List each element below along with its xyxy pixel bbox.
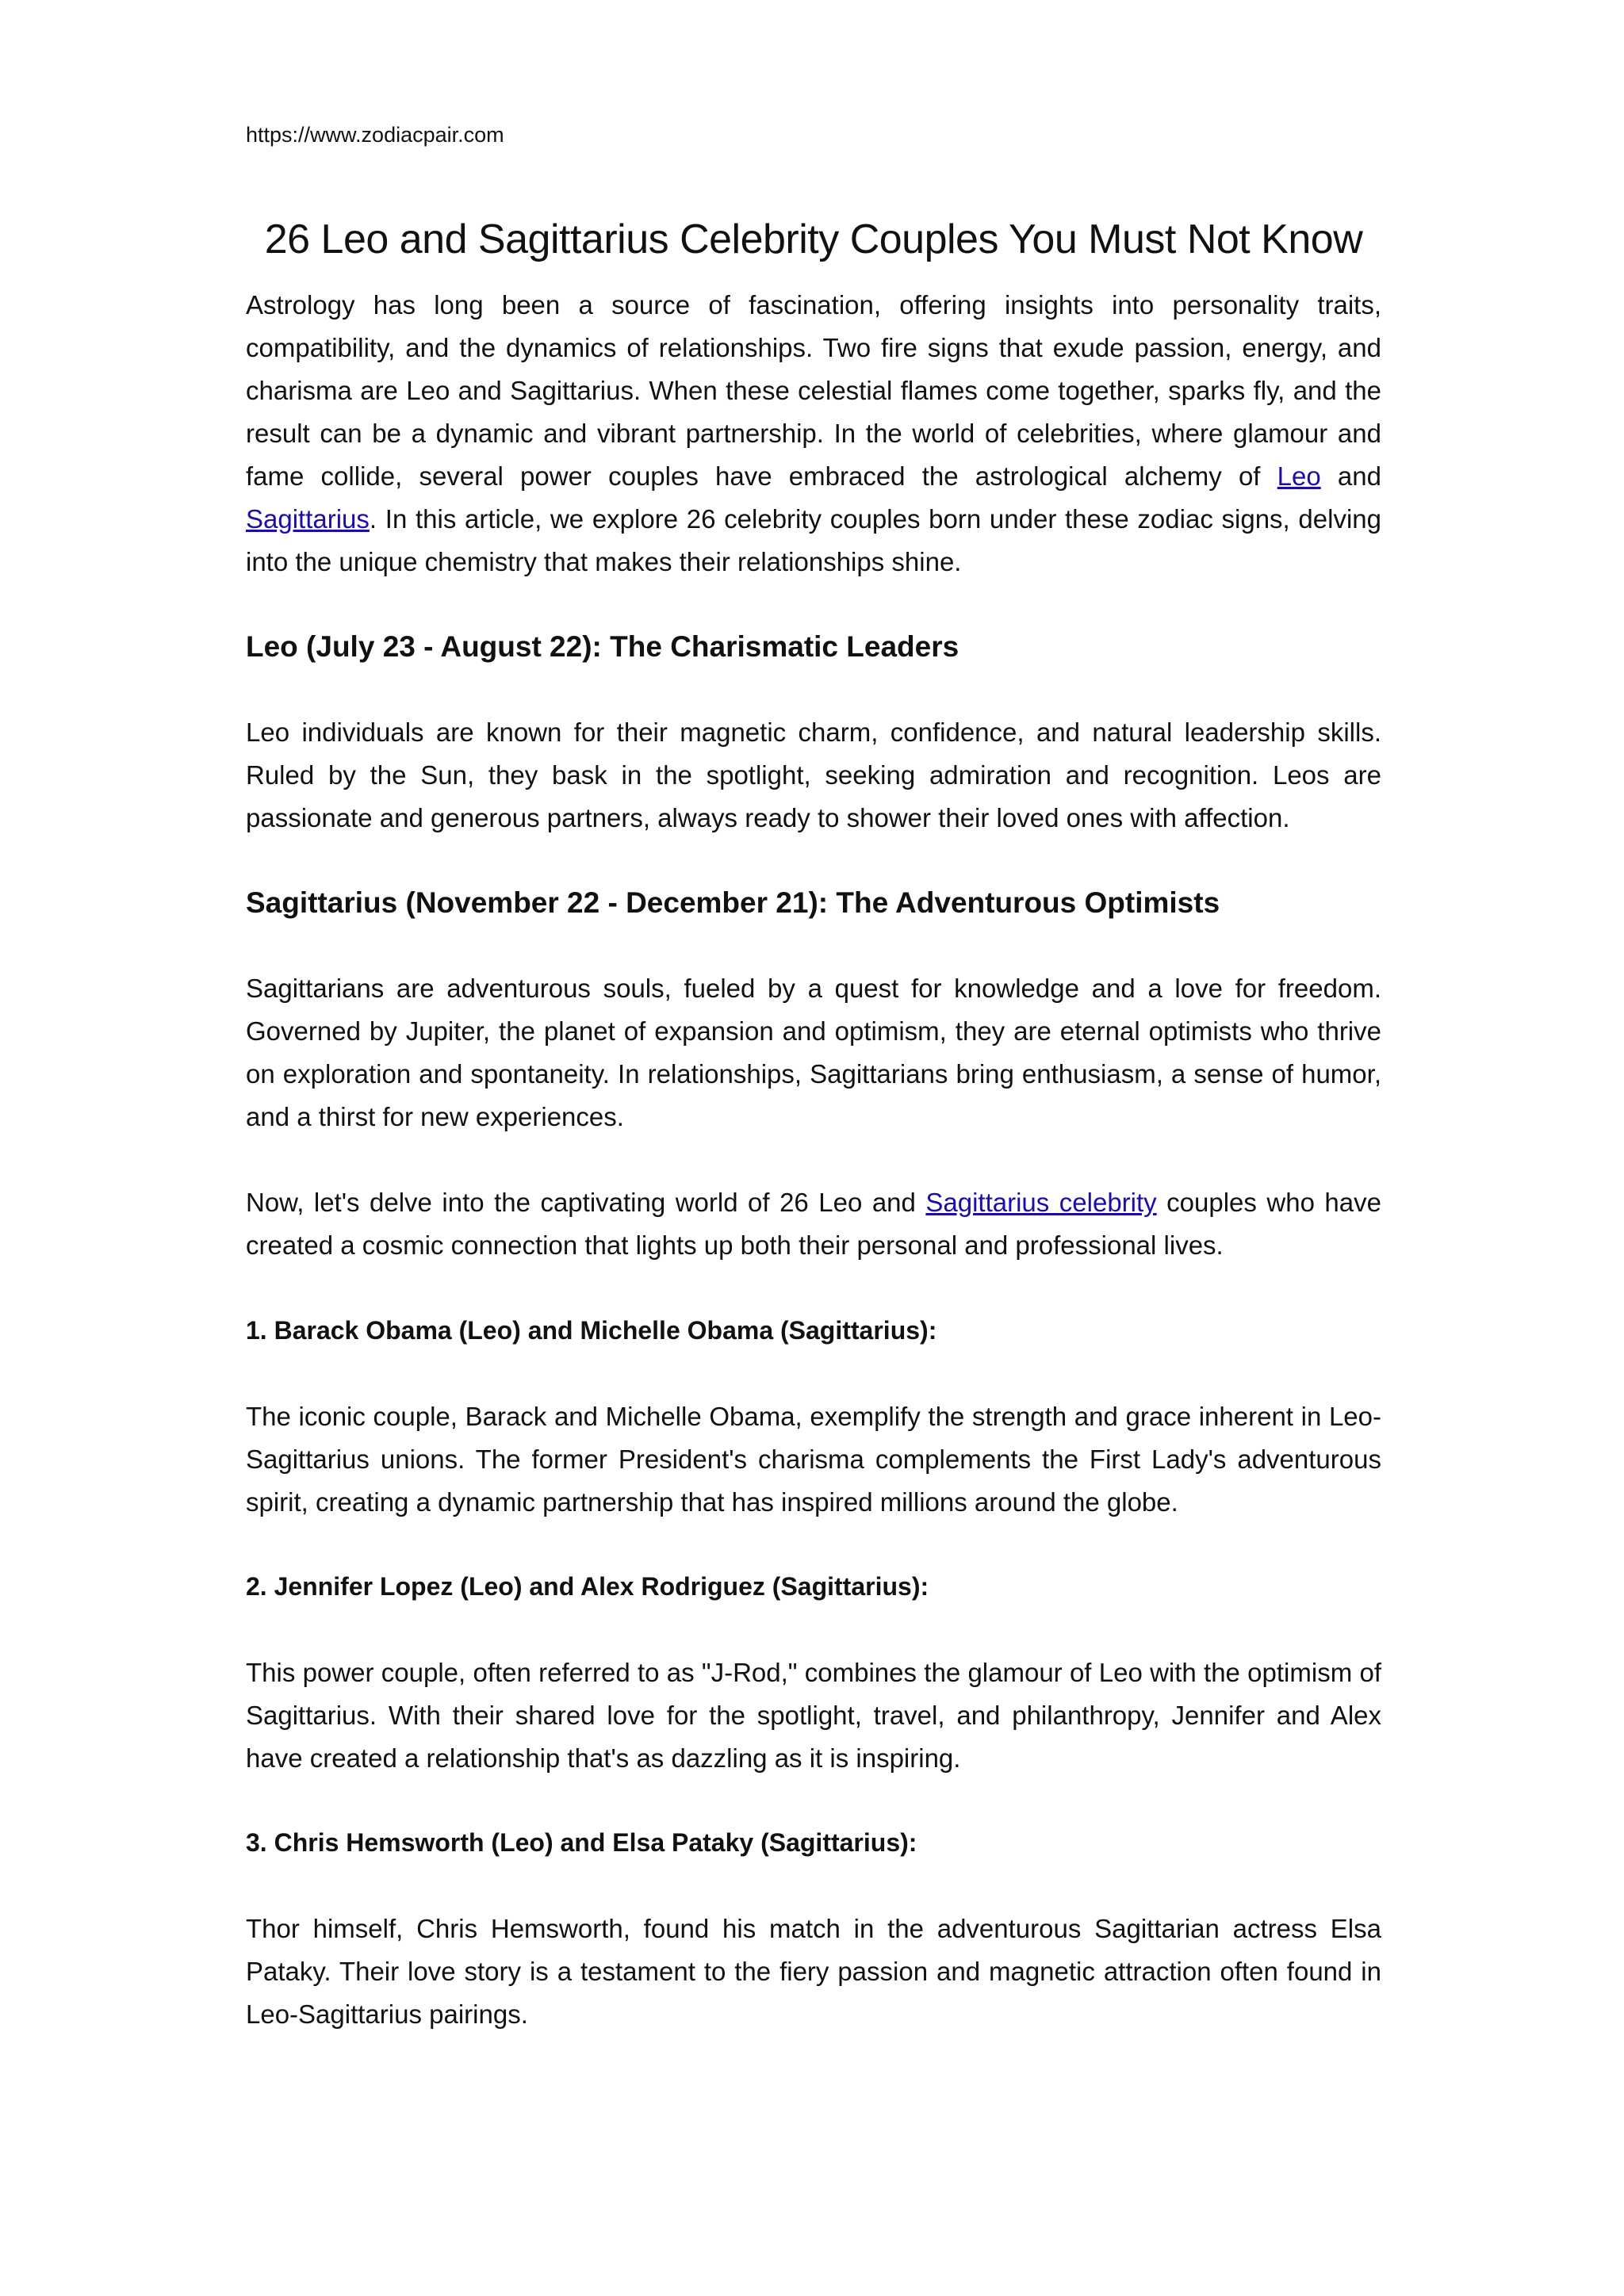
- intro-text-part: . In this article, we explore 26 celebrity couples born under these zodiac signs, delving into the unique chemistry that makes their relationships shine.: [246, 504, 1381, 576]
- leo-section-heading: Leo (July 23 - August 22): The Charismatic Leaders: [246, 630, 959, 663]
- couple-text: Thor himself, Chris Hemsworth, found his match in the adventurous Sagittarian actress Elsa Pataky. Their love story is a testament to the fiery passion and magnetic attraction often found in Leo-Sagittarius pairings.: [246, 1914, 1381, 2029]
- couple-text: This power couple, often referred to as "J-Rod," combines the glamour of Leo with the optimism of Sagittarius. With their shared love for the spotlight, travel, and philanthropy, Jennifer and Alex have created a relationship that's as dazzling as it is inspiring.: [246, 1658, 1381, 1773]
- header-url: https://www.zodiacpair.com: [246, 123, 504, 147]
- couple-heading: 2. Jennifer Lopez (Leo) and Alex Rodriguez (Sagittarius):: [246, 1572, 929, 1601]
- leo-link[interactable]: Leo: [1277, 461, 1321, 491]
- transition-text-part: couples who have created a cosmic connection that lights up both their personal and professional lives.: [246, 1188, 1381, 1260]
- sagittarius-section-heading: Sagittarius (November 22 - December 21): The Adventurous Optimists: [246, 886, 1220, 919]
- transition-text-part: Now, let's delve into the captivating world of 26 Leo and: [246, 1188, 926, 1217]
- couple-heading: 3. Chris Hemsworth (Leo) and Elsa Pataky (Sagittarius):: [246, 1828, 917, 1857]
- intro-text-part: Astrology has long been a source of fascination, offering insights into personality traits, compatibility, and the dynamics of relationships. Two fire signs that exude passion, energy, and charisma are Leo and Sagittarius. When these celestial flames come together, sparks fly, and the result can be a dynamic and vibrant partnership. In the world of celebrities, where glamour and fame collide, several power couples have embraced the astrological alchemy of: [246, 290, 1381, 491]
- page-title: 26 Leo and Sagittarius Celebrity Couples You Must Not Know: [264, 216, 1363, 262]
- transition-paragraph: [246, 1181, 1381, 1267]
- sagittarius-celebrity-link[interactable]: Sagittarius celebrity: [925, 1188, 1157, 1217]
- intro-text-part: and: [1320, 461, 1381, 491]
- leo-section-text: Leo individuals are known for their magnetic charm, confidence, and natural leadership skills. Ruled by the Sun, they bask in the spotlight, seeking admiration and recognition. Leos are passionate and generous partners, always ready to shower their loved ones with affection.: [246, 718, 1381, 832]
- couple-heading: 1. Barack Obama (Leo) and Michelle Obama (Sagittarius):: [246, 1316, 937, 1345]
- couple-text: The iconic couple, Barack and Michelle Obama, exemplify the strength and grace inherent in Leo-Sagittarius unions. The former President's charisma complements the First Lady's adventurous spirit, creating a dynamic partnership that has inspired millions around the globe.: [246, 1402, 1381, 1517]
- sagittarius-link[interactable]: Sagittarius: [246, 504, 370, 534]
- intro-paragraph: [246, 284, 1381, 584]
- sagittarius-section-text: Sagittarians are adventurous souls, fueled by a quest for knowledge and a love for freedom. Governed by Jupiter, the planet of expansion and optimism, they are eternal optimists who thrive on exploration and spontaneity. In relationships, Sagittarians bring enthusiasm, a sense of humor, and a thirst for new experiences.: [246, 974, 1381, 1131]
